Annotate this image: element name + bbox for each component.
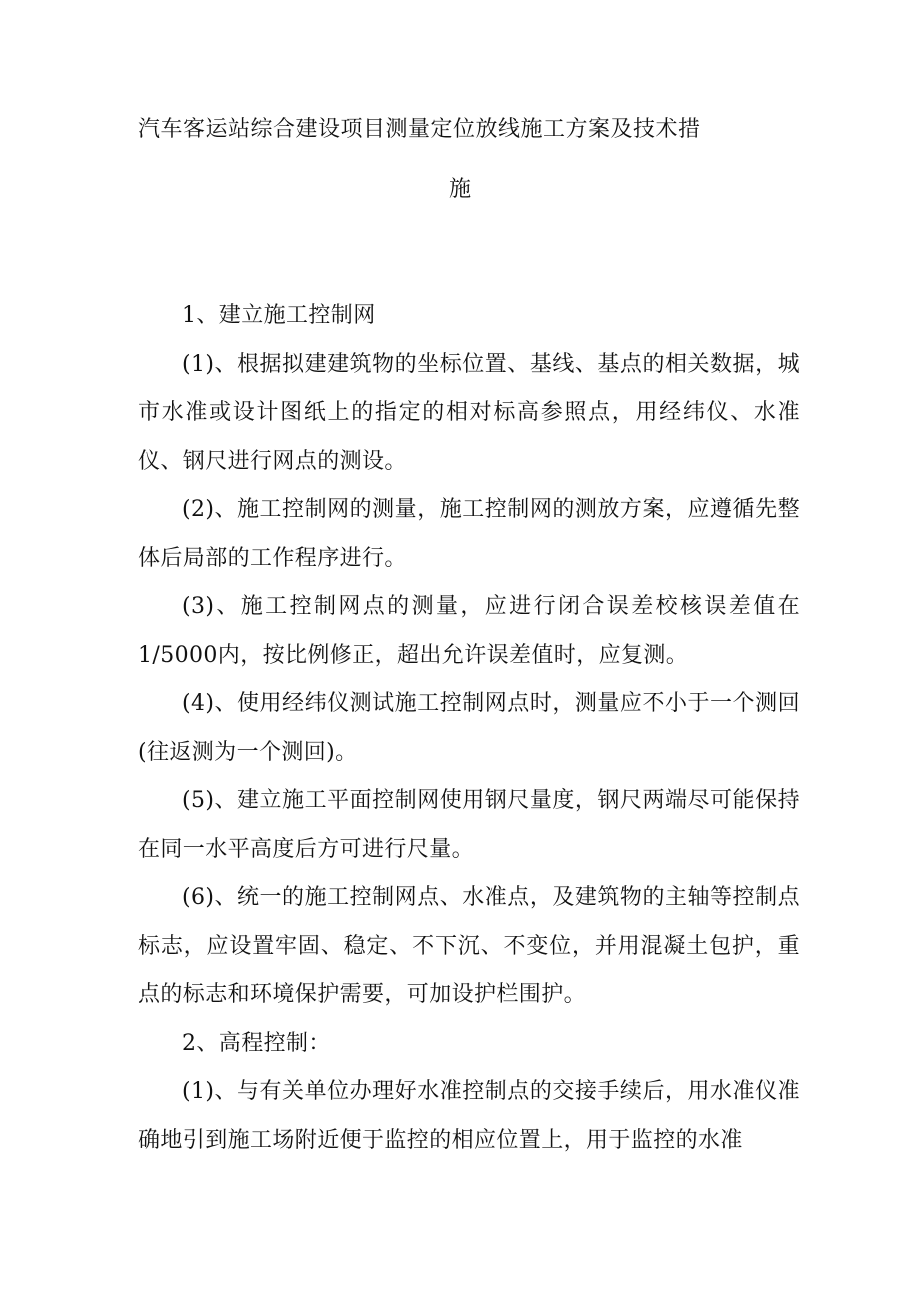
document-title: 汽车客运站综合建设项目测量定位放线施工方案及技术措 [138,117,701,142]
document-body [138,292,800,1165]
document-title-continuation: 施 [448,177,471,202]
section-1-item-4: (4)、使用经纬仪测试施工控制网点时，测量应不小于一个测回(往返测为一个测回)。 [138,691,800,765]
section-1-item-2: (2)、施工控制网的测量，施工控制网的测放方案，应遵循先整体后局部的工作程序进行。 [138,497,800,571]
section-1-item-6: (6)、统一的施工控制网点、水准点，及建筑物的主轴等控制点标志，应设置牢固、稳定、不下沉、不变位，并用混凝土包护，重点的标志和环境保护需要，可加设护栏围护。 [138,885,800,1007]
section-1-item-1: (1)、根据拟建建筑物的坐标位置、基线、基点的相关数据，城市水准或设计图纸上的指定的相对标高参照点，用经纬仪、水准仪、钢尺进行网点的测设。 [138,351,800,474]
section-1-item-3: (3)、施工控制网点的测量，应进行闭合误差校核误差值在1/5000内，按比例修正，超出允许误差值时，应复测。 [138,594,800,668]
section-1-item-5: (5)、建立施工平面控制网使用钢尺量度，钢尺两端尽可能保持在同一水平高度后方可进行尺量。 [138,788,800,862]
section-2-item-1: (1)、与有关单位办理好水准控制点的交接手续后，用水准仪准确地引到施工场附近便于监控的相应位置上，用于监控的水准 [138,1079,800,1153]
section-1-heading: 1、建立施工控制网 [182,303,376,328]
section-2-heading: 2、高程控制： [182,1030,331,1056]
